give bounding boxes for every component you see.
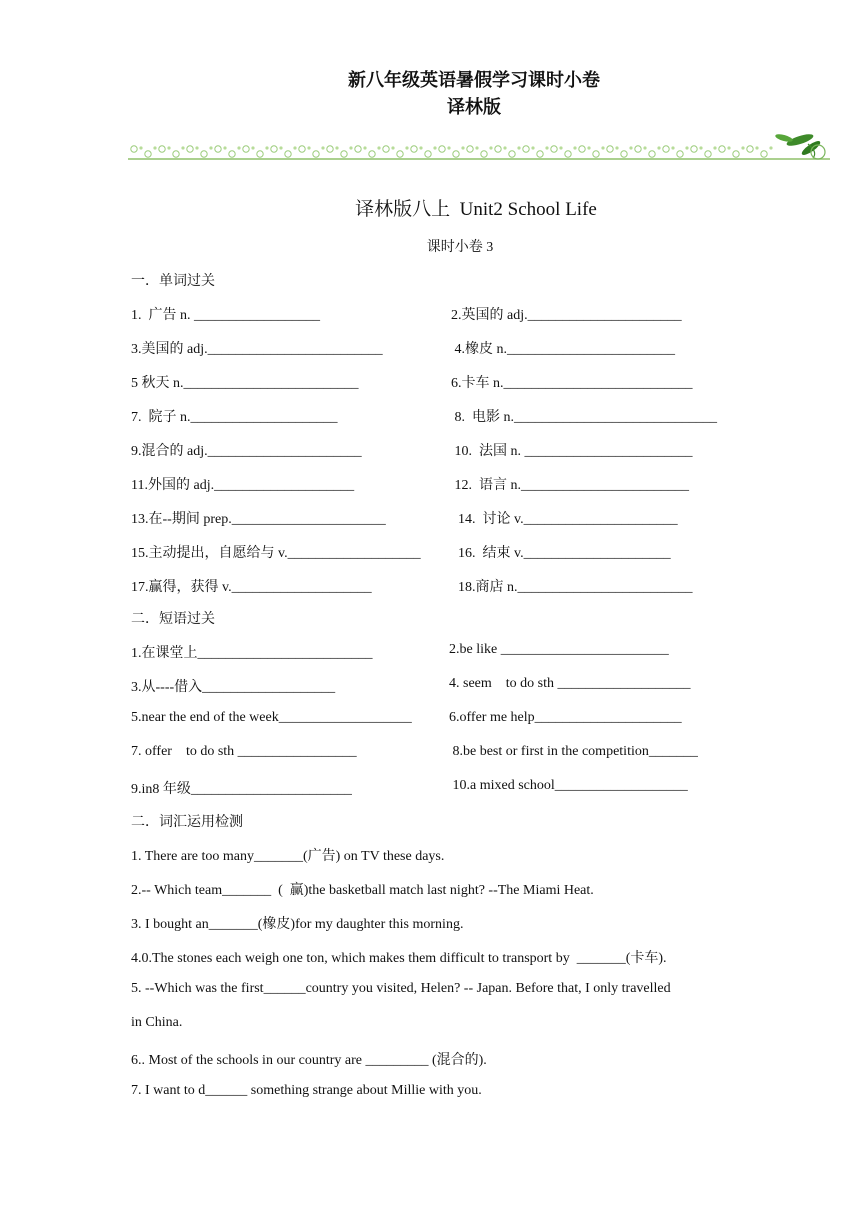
exercise-item: 11.外国的 adj.____________________: [131, 478, 355, 493]
exercise-item: 13.在--期间 prep.______________________: [131, 512, 386, 527]
exercise-item: 8.be best or first in the competition_______: [449, 744, 698, 759]
exercise-item: 8. 电影 n._____________________________: [451, 410, 717, 425]
exercise-item: 5.near the end of the week___________________: [131, 710, 412, 725]
exercise-item: 12. 语言 n.________________________: [451, 478, 689, 493]
exercise-item: 6.卡车 n.___________________________: [451, 376, 693, 391]
exercise-item: 10. 法国 n. ________________________: [451, 444, 693, 459]
exercise-item: 15.主动提出，自愿给与 v.___________________: [131, 546, 421, 561]
lesson-title: 译林版八上 Unit2 School Life: [355, 199, 597, 220]
exercise-item: 4.橡皮 n.________________________: [451, 342, 675, 357]
section3-heading: 二．词汇运用检测: [131, 815, 243, 830]
exercise-item: 7. I want to d______ something strange about Millie with you.: [131, 1083, 482, 1098]
exercise-item: 3.从----借入___________________: [131, 680, 336, 695]
exercise-item: 1. 广告 n. __________________: [131, 308, 320, 323]
decorative-vine-banner: [128, 128, 830, 162]
exercise-item: 5 秋天 n._________________________: [131, 376, 359, 391]
exercise-item: 2.be like ________________________: [449, 642, 669, 657]
exercise-item: 14. 讨论 v.______________________: [451, 512, 678, 527]
exercise-item: 6.offer me help_____________________: [449, 710, 682, 725]
exercise-item: 7. 院子 n._____________________: [131, 410, 338, 425]
exercise-item: 16. 结束 v._____________________: [451, 546, 671, 561]
exercise-item: 1.在课堂上_________________________: [131, 646, 373, 661]
exercise-item: 10.a mixed school___________________: [449, 778, 688, 793]
exercise-item: 9.in8 年级_______________________: [131, 782, 352, 797]
lesson-subtitle: 课时小卷 3: [426, 240, 494, 255]
section2-heading: 二．短语过关: [131, 612, 215, 627]
header-title-line1: 新八年级英语暑假学习课时小卷: [348, 70, 600, 90]
exercise-item: 4. seem to do sth ___________________: [449, 676, 691, 691]
exercise-item: 2.英国的 adj.______________________: [451, 308, 682, 323]
exercise-item: 7. offer to do sth _________________: [131, 744, 357, 759]
vine-pattern: [131, 146, 773, 157]
exercise-item: 17.赢得，获得 v.____________________: [131, 580, 372, 595]
exercise-item: in China.: [131, 1015, 183, 1030]
exercise-item: 4.0.The stones each weigh one ton, which makes them difficult to transport by _______(卡车).: [131, 951, 667, 966]
exercise-item: 1. There are too many_______(广告) on TV these days.: [131, 849, 445, 864]
exercise-item: 3. I bought an_______(橡皮)for my daughter this morning.: [131, 917, 464, 932]
exercise-item: 3.美国的 adj._________________________: [131, 342, 383, 357]
header-title-line2: 译林版: [447, 97, 501, 117]
exercise-item: 2.-- Which team_______ ( 赢)the basketball match last night? --The Miami Heat.: [131, 883, 594, 898]
exercise-item: 18.商店 n._________________________: [451, 580, 693, 595]
section1-heading: 一．单词过关: [131, 274, 215, 289]
leaf-sprout-icon: [775, 132, 825, 159]
exercise-item: 5. --Which was the first______country you visited, Helen? -- Japan. Before that, I only travelled: [131, 981, 671, 996]
exercise-item: 6.. Most of the schools in our country are _________ (混合的).: [131, 1053, 487, 1068]
exercise-item: 9.混合的 adj.______________________: [131, 444, 362, 459]
